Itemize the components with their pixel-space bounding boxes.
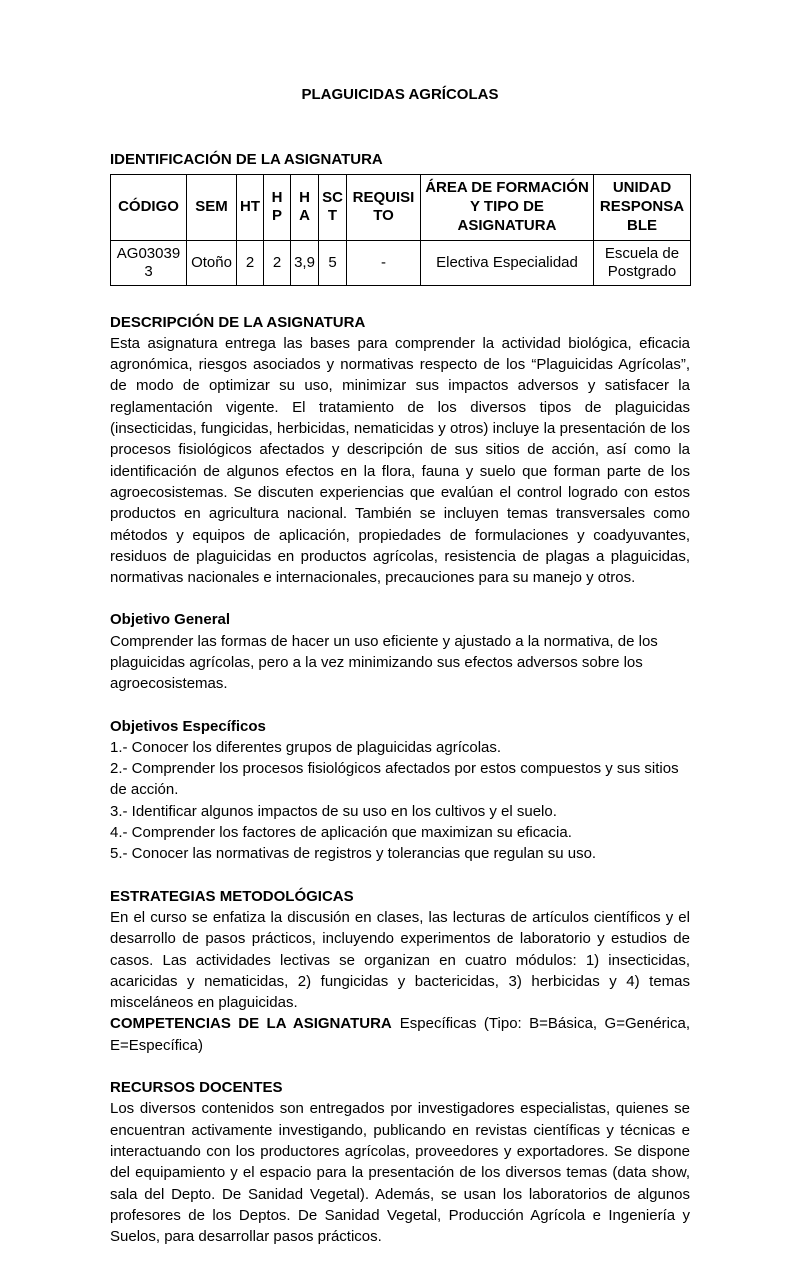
col-header-ha: HA (291, 175, 319, 240)
table-data-row (111, 240, 691, 285)
list-item: 2.- Comprender los procesos fisiológicos afectados por estos compuestos y sus sitios de acción. (110, 760, 679, 799)
col-header-unidad-responsable: UNIDAD RESPONSABLE (594, 175, 691, 240)
cell-ht: 2 (237, 240, 264, 285)
col-header-requisito: REQUISITO (347, 175, 421, 240)
cell-unidad-responsable: Escuela de Postgrado (594, 240, 691, 285)
list-item: 5.- Conocer las normativas de registros y tolerancias que regulan su uso. (110, 845, 597, 863)
section-heading-estrategias: ESTRATEGIAS METODOLÓGICAS (110, 887, 354, 905)
list-item: 3.- Identificar algunos impactos de su uso en los cultivos y el suelo. (110, 802, 557, 820)
cell-codigo: AG030393 (111, 240, 187, 285)
col-header-ht: HT (237, 175, 264, 240)
page-title: PLAGUICIDAS AGRÍCOLAS (301, 86, 499, 103)
cell-hp: 2 (264, 240, 291, 285)
table-header-row (111, 175, 691, 240)
competencias-value: Específicas (Tipo: B=Básica, G=Genérica, E=Específica) (110, 1015, 691, 1054)
cell-sct: 5 (319, 240, 347, 285)
section-heading-identificacion: IDENTIFICACIÓN DE LA ASIGNATURA (110, 151, 383, 168)
col-header-sem: SEM (187, 175, 237, 240)
identification-table (110, 174, 691, 285)
objetivos-especificos-list (110, 737, 690, 865)
section-heading-objetivo-general: Objetivo General (110, 611, 231, 629)
col-header-codigo: CÓDIGO (111, 175, 187, 240)
list-item: 4.- Comprender los factores de aplicación que maximizan su eficacia. (110, 824, 572, 842)
section-heading-objetivos-especificos: Objetivos Específicos (110, 717, 266, 735)
cell-ha: 3,9 (291, 240, 319, 285)
section-heading-recursos: RECURSOS DOCENTES (110, 1079, 283, 1097)
col-header-sct: SCT (319, 175, 347, 240)
description-paragraph: Esta asignatura entrega las bases para comprender la actividad biológica, eficacia agronómica, riesgos asociados y normativas respecto de los “Plaguicidas Agrícolas”, de modo de optimizar su uso, minimizar sus impactos adversos y satisfacer la reglamentación vigente. El tratamiento de los diversos tipos de plaguicidas (insecticidas, fungicidas, herbicidas, nematicidas y otros) incluye la presentación de los procesos fisiológicos afectados y descripción de sus sitios de acción, así como la identificación de algunos efectos en la flora, fauna y suelo que forman parte de los agroecosistemas. Se discuten experiencias que evalúan el control logrado con estos productos en agricultura nacional. También se incluyen temas transversales como métodos y equipos de aplicación, propiedades de formulaciones y coadyuvantes, residuos de plaguicidas en productos agrícolas, resistencia de plagas a plaguicidas, normativas nacionales e internacionales, precauciones para su manejo y otros. (110, 334, 690, 587)
competencias-label: COMPETENCIAS DE LA ASIGNATURA (110, 1015, 392, 1033)
cell-requisito: - (347, 240, 421, 285)
recursos-paragraph: Los diversos contenidos son entregados por investigadores especialistas, quienes se encuentran activamente investigando, publicando en revistas científicas y técnicas e interactuando con los productores agrícolas, proveedores y exportadores. Se dispone del equipamiento y el espacio para la presentación de los diversos temas (data show, sala del Depto. De Sanidad Vegetal). Además, se usan los laboratorios de algunos profesores de los Deptos. De Sanidad Vegetal, Producción Agrícola e Ingeniería y Suelos, para desarrollar pasos prácticos. (110, 1100, 690, 1246)
cell-area-formacion: Electiva Especialidad (421, 240, 594, 285)
col-header-hp: HP (264, 175, 291, 240)
cell-sem: Otoño (187, 240, 237, 285)
list-item: 1.- Conocer los diferentes grupos de plaguicidas agrícolas. (110, 738, 502, 756)
section-heading-descripcion: DESCRIPCIÓN DE LA ASIGNATURA (110, 313, 366, 331)
col-header-area-formacion: ÁREA DE FORMACIÓN Y TIPO DE ASIGNATURA (421, 175, 594, 240)
estrategias-paragraph: En el curso se enfatiza la discusión en clases, las lecturas de artículos científicos y el desarrollo de pasos prácticos, incluyendo experimentos de laboratorio y estudios de casos. Las actividades lectivas se organizan en cuatro módulos: 1) insecticidas, acaricidas y nematicidas, 2) fungicidas y bactericidas, 3) herbicidas y 4) temas misceláneos en plaguicidas. (110, 908, 690, 1012)
objetivo-general-paragraph: Comprender las formas de hacer un uso eficiente y ajustado a la normativa, de los plaguicidas agrícolas, pero a la vez minimizando sus efectos adversos sobre los agroecosistemas. (110, 632, 658, 693)
